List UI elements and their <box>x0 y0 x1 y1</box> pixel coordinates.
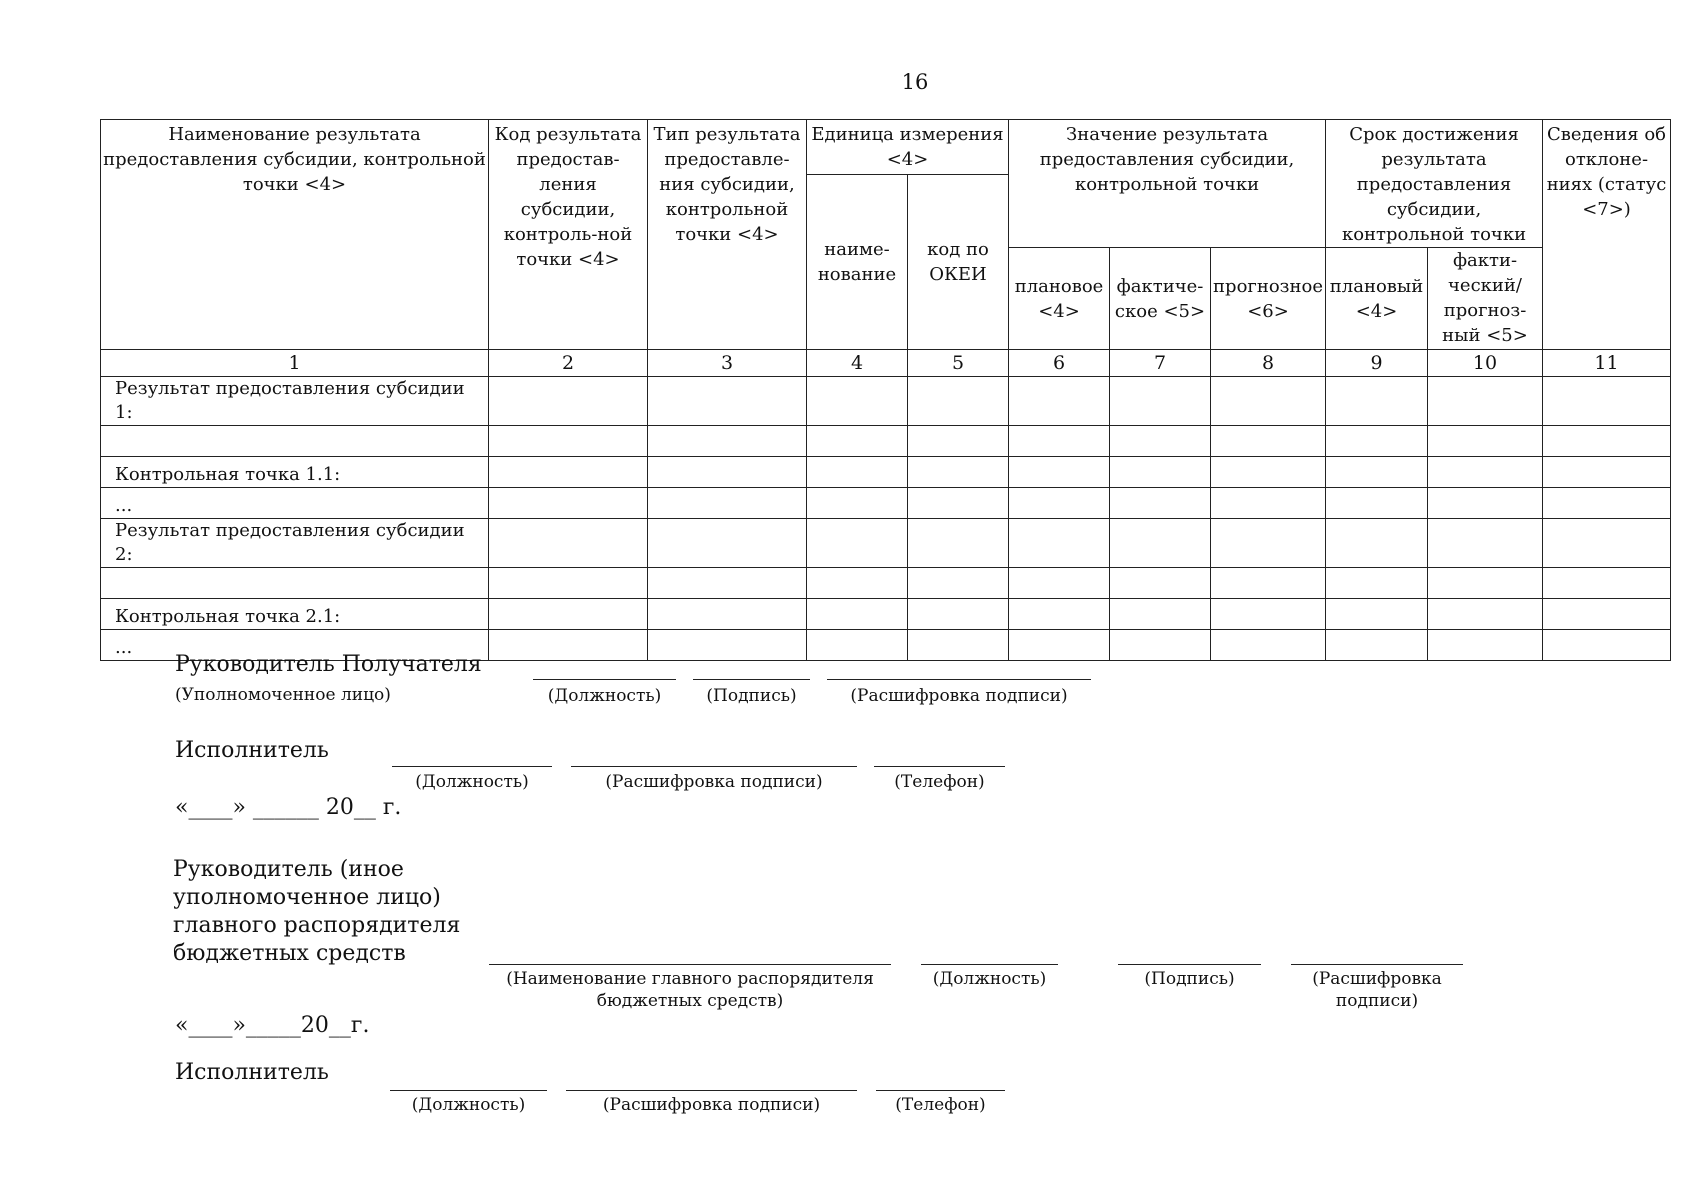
column-number: 1 <box>101 350 489 377</box>
signature-decoding-line[interactable] <box>1291 964 1463 965</box>
block3-caption-decoding: (Расшифровка подписи) <box>1312 969 1442 1011</box>
column-number: 3 <box>648 350 807 377</box>
column-number: 6 <box>1009 350 1110 377</box>
table-cell[interactable] <box>1110 377 1211 426</box>
table-cell[interactable] <box>489 377 648 426</box>
header-col1: Наименование результата предоставления субсидии, контрольной точки <4> <box>101 120 489 350</box>
table-cell[interactable] <box>1326 488 1428 519</box>
table-cell[interactable] <box>1428 519 1543 568</box>
table-cell[interactable] <box>1009 457 1110 488</box>
table-cell[interactable] <box>1211 426 1326 457</box>
table-cell[interactable] <box>1110 599 1211 630</box>
signature-decoding-line[interactable] <box>566 1090 857 1091</box>
table-cell[interactable] <box>908 599 1009 630</box>
table-cell[interactable] <box>807 630 908 661</box>
block4-caption-phone: (Телефон) <box>895 1095 986 1115</box>
table-cell[interactable] <box>1110 568 1211 599</box>
table-cell[interactable] <box>648 426 807 457</box>
header-col9: плановый <4> <box>1326 248 1428 350</box>
table-cell[interactable] <box>648 519 807 568</box>
table-cell[interactable] <box>908 568 1009 599</box>
table-cell[interactable] <box>1543 488 1671 519</box>
table-cell[interactable] <box>648 457 807 488</box>
table-cell[interactable] <box>1428 630 1543 661</box>
table-cell[interactable] <box>1326 630 1428 661</box>
block3-caption-position: (Должность) <box>932 969 1047 989</box>
table-cell[interactable] <box>807 599 908 630</box>
row-label: ... <box>101 488 489 519</box>
table-cell[interactable] <box>1110 519 1211 568</box>
table-cell[interactable] <box>1428 599 1543 630</box>
header-value-group: Значение результата предоставления субсидии, контрольной точки <box>1009 120 1326 248</box>
table-cell[interactable] <box>807 519 908 568</box>
table-cell[interactable] <box>1009 519 1110 568</box>
column-number-row <box>101 350 1671 377</box>
table-cell[interactable] <box>648 630 807 661</box>
table-row <box>101 488 1671 519</box>
header-term-group: Срок достижения результата предоставления субсидии, контрольной точки <box>1326 120 1543 248</box>
table-cell[interactable] <box>908 630 1009 661</box>
table-cell[interactable] <box>1211 630 1326 661</box>
table-cell[interactable] <box>1110 457 1211 488</box>
signature-decoding-line[interactable] <box>571 766 857 767</box>
table-cell[interactable] <box>807 377 908 426</box>
table-cell[interactable] <box>648 377 807 426</box>
header-col2: Код результата предостав-ления субсидии, контроль-ной точки <4> <box>489 120 648 350</box>
report-table <box>100 119 1671 661</box>
table-row <box>101 377 1671 426</box>
table-cell[interactable] <box>1543 457 1671 488</box>
table-row <box>101 426 1671 457</box>
table-cell[interactable] <box>489 568 648 599</box>
column-number: 5 <box>908 350 1009 377</box>
table-cell[interactable] <box>1211 457 1326 488</box>
block1-subtitle: (Уполномоченное лицо) <box>175 685 391 705</box>
header-col5: код по ОКЕИ <box>908 175 1009 350</box>
table-cell[interactable] <box>489 488 648 519</box>
row-label: Результат предоставления субсидии 1: <box>101 377 489 426</box>
table-cell[interactable] <box>1326 457 1428 488</box>
table-cell[interactable] <box>1211 488 1326 519</box>
table-cell[interactable] <box>807 488 908 519</box>
table-cell[interactable] <box>648 568 807 599</box>
block4-caption-position: (Должность) <box>411 1095 526 1115</box>
table-cell[interactable] <box>648 599 807 630</box>
block1-title: Руководитель Получателя <box>175 652 482 677</box>
block1-caption-signature: (Подпись) <box>706 686 797 706</box>
table-cell[interactable] <box>1428 377 1543 426</box>
block2-date[interactable]: «____» ______ 20__ г. <box>175 795 402 820</box>
table-cell[interactable] <box>489 426 648 457</box>
table-cell[interactable] <box>489 519 648 568</box>
signature-line[interactable] <box>1118 964 1261 965</box>
table-row <box>101 568 1671 599</box>
table-cell[interactable] <box>1428 568 1543 599</box>
table-cell[interactable] <box>1543 426 1671 457</box>
column-number: 11 <box>1543 350 1671 377</box>
table-cell[interactable] <box>908 426 1009 457</box>
table-cell[interactable] <box>1110 488 1211 519</box>
table-cell[interactable] <box>1110 630 1211 661</box>
header-col8: прогнозное <6> <box>1211 248 1326 350</box>
header-col7: фактиче-ское <5> <box>1110 248 1211 350</box>
table-cell[interactable] <box>1211 377 1326 426</box>
authority-name-line[interactable] <box>489 964 891 965</box>
row-label: Результат предоставления субсидии 2: <box>101 519 489 568</box>
table-cell[interactable] <box>1543 568 1671 599</box>
table-cell[interactable] <box>1009 568 1110 599</box>
block3-title-line: Руководитель (иное <box>173 857 404 882</box>
table-cell[interactable] <box>1326 426 1428 457</box>
block3-title-line: бюджетных средств <box>173 941 406 966</box>
table-cell[interactable] <box>807 568 908 599</box>
table-cell[interactable] <box>1428 457 1543 488</box>
table-row <box>101 599 1671 630</box>
table-row <box>101 519 1671 568</box>
position-line[interactable] <box>390 1090 547 1091</box>
column-number: 9 <box>1326 350 1428 377</box>
table-cell[interactable] <box>908 519 1009 568</box>
table-cell[interactable] <box>1326 377 1428 426</box>
table-cell[interactable] <box>1326 568 1428 599</box>
table-cell[interactable] <box>807 426 908 457</box>
block3-title <box>173 856 460 968</box>
table-cell[interactable] <box>1211 599 1326 630</box>
block2-caption-position: (Должность) <box>415 772 529 792</box>
block3-date[interactable]: «____»_____20__г. <box>175 1013 370 1038</box>
table-cell[interactable] <box>1428 426 1543 457</box>
block2-title: Исполнитель <box>175 738 329 763</box>
row-label: Контрольная точка 1.1: <box>101 457 489 488</box>
table-cell[interactable] <box>1428 488 1543 519</box>
block3-title-line: главного распорядителя <box>173 913 461 938</box>
table-cell[interactable] <box>1009 599 1110 630</box>
block3-caption-authority: (Наименование главного распорядителя бюджетных средств) <box>506 969 874 1011</box>
page-number: 16 <box>901 70 929 94</box>
column-number: 4 <box>807 350 908 377</box>
column-number: 7 <box>1110 350 1211 377</box>
row-label <box>101 426 489 457</box>
table-cell[interactable] <box>1211 519 1326 568</box>
column-number: 10 <box>1428 350 1543 377</box>
header-unit-group: Единица измерения <4> <box>807 120 1009 175</box>
table-cell[interactable] <box>1009 488 1110 519</box>
header-col3: Тип результата предоставле-ния субсидии, контрольной точки <4> <box>648 120 807 350</box>
header-col4: наиме-нование <box>807 175 908 350</box>
signature-decoding-line[interactable] <box>827 679 1091 680</box>
table-cell[interactable] <box>1009 377 1110 426</box>
position-line[interactable] <box>921 964 1058 965</box>
table-cell[interactable] <box>1543 599 1671 630</box>
row-label <box>101 568 489 599</box>
block1-caption-decoding: (Расшифровка подписи) <box>850 686 1068 706</box>
column-number: 2 <box>489 350 648 377</box>
block4-caption-decoding: (Расшифровка подписи) <box>602 1095 821 1115</box>
table-cell[interactable] <box>1009 630 1110 661</box>
phone-line[interactable] <box>874 766 1005 767</box>
header-col10: факти-ческий/ прогноз-ный <5> <box>1428 248 1543 350</box>
table-cell[interactable] <box>1211 568 1326 599</box>
block2-caption-decoding: (Расшифровка подписи) <box>605 772 823 792</box>
block3-title-line: уполномоченное лицо) <box>173 885 441 910</box>
table-cell[interactable] <box>1110 426 1211 457</box>
block4-title: Исполнитель <box>175 1060 329 1085</box>
table-cell[interactable] <box>489 457 648 488</box>
column-number: 8 <box>1211 350 1326 377</box>
table-cell[interactable] <box>1009 426 1110 457</box>
table-cell[interactable] <box>807 457 908 488</box>
block2-caption-phone: (Телефон) <box>894 772 985 792</box>
block1-caption-position: (Должность) <box>547 686 662 706</box>
table-cell[interactable] <box>648 488 807 519</box>
table-cell[interactable] <box>1326 519 1428 568</box>
table-cell[interactable] <box>908 377 1009 426</box>
table-row <box>101 457 1671 488</box>
table-cell[interactable] <box>908 488 1009 519</box>
row-label: Контрольная точка 2.1: <box>101 599 489 630</box>
table-cell[interactable] <box>908 457 1009 488</box>
header-col6: плановое <4> <box>1009 248 1110 350</box>
table-cell[interactable] <box>489 599 648 630</box>
table-cell[interactable] <box>489 630 648 661</box>
table-cell[interactable] <box>1543 519 1671 568</box>
signature-line[interactable] <box>693 679 810 680</box>
position-signature-line[interactable] <box>533 679 676 680</box>
position-line[interactable] <box>392 766 552 767</box>
table-cell[interactable] <box>1326 599 1428 630</box>
block3-caption-signature: (Подпись) <box>1144 969 1235 989</box>
header-col11: Сведения об отклоне-ниях (статус <7>) <box>1543 120 1671 350</box>
row-label: ... <box>101 630 489 661</box>
table-cell[interactable] <box>1543 630 1671 661</box>
phone-line[interactable] <box>876 1090 1005 1091</box>
table-cell[interactable] <box>1543 377 1671 426</box>
